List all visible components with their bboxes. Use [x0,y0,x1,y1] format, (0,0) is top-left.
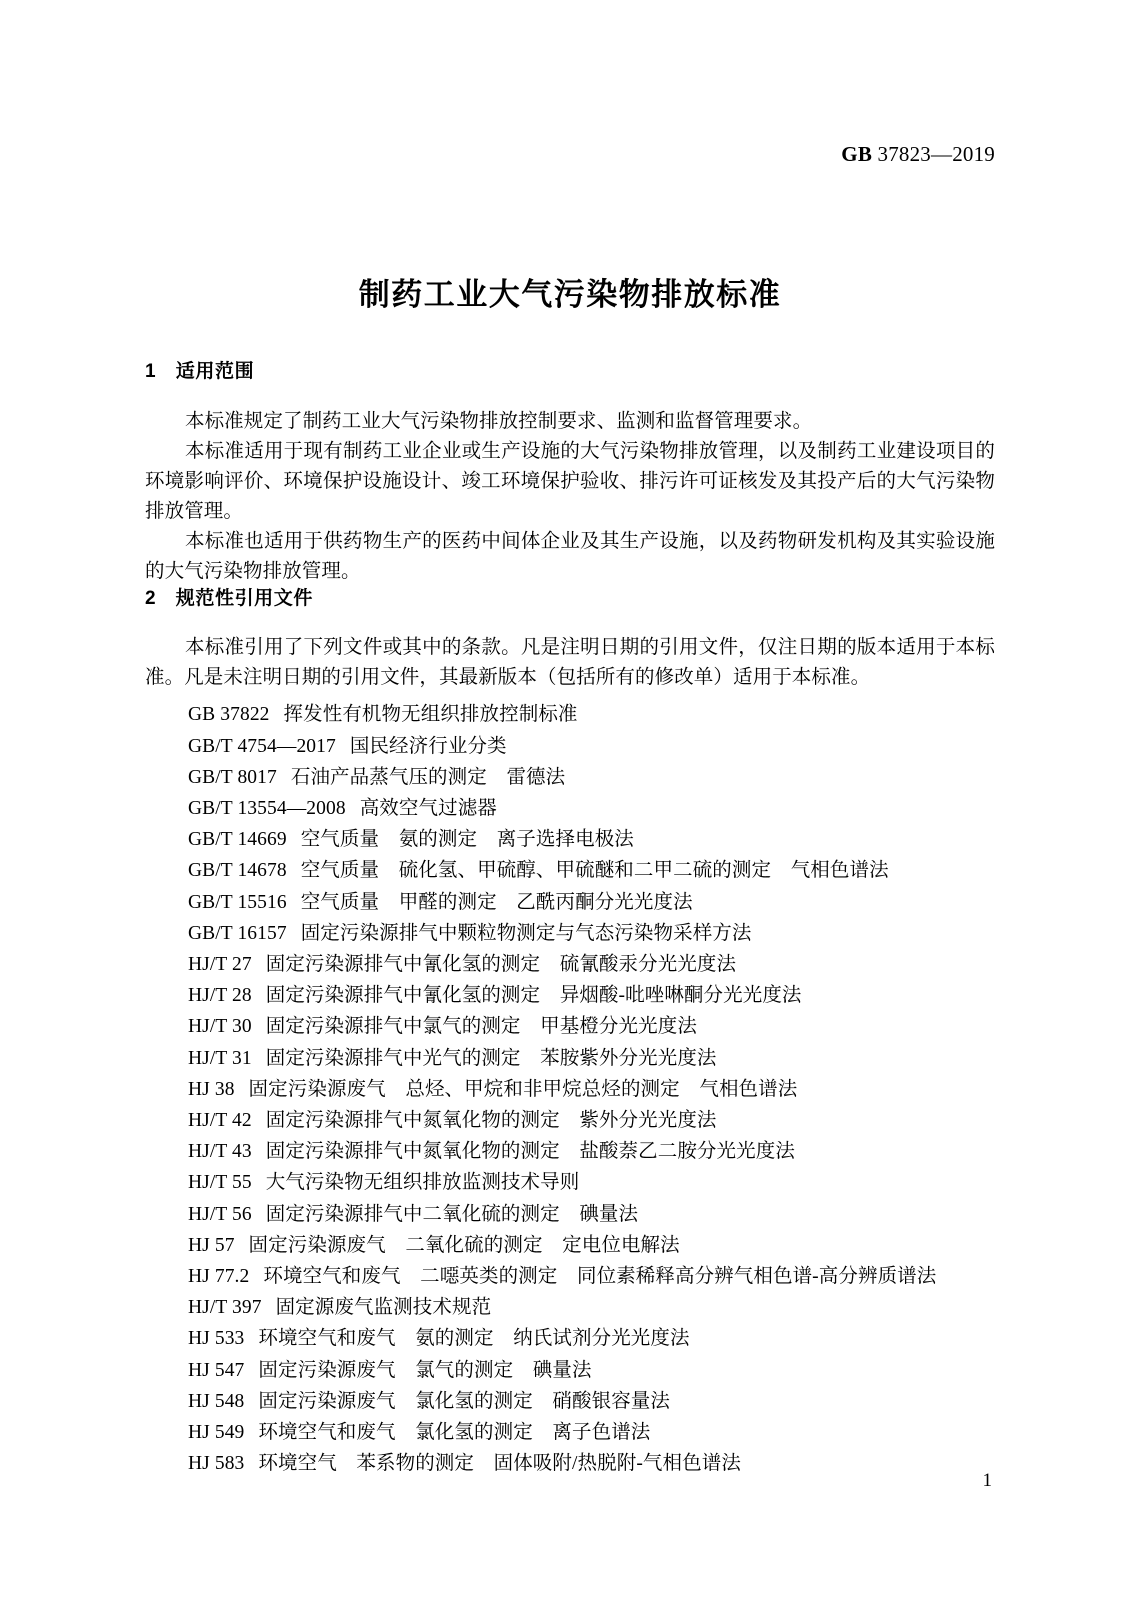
list-item [145,855,995,886]
reference-code: GB/T 15516 [188,891,287,913]
reference-title: 环境空气和废气 氨的测定 纳氏试剂分光光度法 [258,1328,690,1350]
reference-title: 大气污染物无组织排放监测技术导则 [265,1172,580,1194]
list-item [145,1074,995,1105]
list-item [145,1386,995,1417]
reference-title: 固定污染源排气中氰化氢的测定 硫氰酸汞分光光度法 [265,954,737,975]
reference-title: 挥发性有机物无组织排放控制标准 [283,704,578,726]
section-2-paragraphs [145,633,995,693]
reference-title: 石油产品蒸气压的测定 雷德法 [290,766,566,788]
section-heading-scope: 1 适用范围 [145,361,255,382]
reference-title: 固定污染源排气中氮氧化物的测定 紫外分光光度法 [265,1110,717,1132]
list-item [145,980,995,1011]
reference-code: HJ/T 27 [188,954,252,975]
reference-code: HJ 38 [188,1078,235,1100]
reference-code: HJ 57 [188,1234,235,1256]
reference-code: GB/T 14669 [188,829,287,851]
reference-code: HJ/T 42 [188,1110,252,1132]
list-item [145,1136,995,1167]
reference-code: HJ/T 397 [188,1297,262,1319]
reference-title: 固定污染源排气中颗粒物测定与气态污染物采样方法 [300,922,752,944]
page-number: 1 [982,1470,992,1491]
normative-reference-list [145,699,995,1479]
reference-code: HJ 533 [188,1328,245,1350]
reference-code: GB/T 4754—2017 [188,735,336,757]
list-item [145,1105,995,1136]
list-item [145,1323,995,1354]
reference-title: 高效空气过滤器 [359,797,497,819]
reference-title: 环境空气和废气 二噁英类的测定 同位素稀释高分辨气相色谱-高分辨质谱法 [263,1266,937,1288]
reference-title: 国民经济行业分类 [349,735,507,757]
reference-title: 环境空气和废气 氯化氢的测定 离子色谱法 [258,1422,651,1444]
reference-title: 固定污染源废气 总烃、甲烷和非甲烷总烃的测定 气相色谱法 [248,1078,798,1100]
reference-code: GB/T 8017 [188,766,277,788]
section-heading-normative-references: 2 规范性引用文件 [145,587,313,609]
reference-title: 固定污染源排气中氯气的测定 甲基橙分光光度法 [265,1016,697,1038]
list-item [145,1230,995,1261]
reference-code: HJ 549 [188,1422,245,1444]
reference-code: HJ/T 28 [188,985,252,1007]
paragraph: 本标准引用了下列文件或其中的条款。凡是注明日期的引用文件，仅注日期的版本适用于本标准。凡是未注明日期的引用文件，其最新版本（包括所有的修改单）适用于本标准。 [145,637,995,689]
reference-code: HJ 548 [188,1390,245,1412]
list-item [145,824,995,855]
reference-title: 固定污染源排气中光气的测定 苯胺紫外分光光度法 [265,1047,717,1069]
reference-title: 空气质量 甲醛的测定 乙酰丙酮分光光度法 [300,891,693,913]
reference-title: 固定污染源排气中氮氧化物的测定 盐酸萘乙二胺分光光度法 [265,1141,795,1163]
standard-number: 37823—2019 [872,142,995,166]
reference-code: HJ 583 [188,1453,245,1475]
list-item [145,699,995,730]
reference-title: 固定源废气监测技术规范 [275,1297,492,1319]
list-item [145,887,995,918]
list-item [145,1355,995,1386]
section-1-paragraphs [145,407,995,587]
reference-title: 空气质量 硫化氢、甲硫醇、甲硫醚和二甲二硫的测定 气相色谱法 [300,860,889,882]
reference-code: GB/T 14678 [188,860,287,882]
list-item [145,1011,995,1042]
reference-code: HJ 547 [188,1359,245,1381]
reference-code: HJ/T 30 [188,1016,252,1038]
list-item [145,762,995,793]
standard-prefix: GB [841,142,873,166]
page-header [145,142,995,167]
reference-title: 固定污染源排气中二氧化硫的测定 碘量法 [265,1203,639,1225]
reference-code: GB/T 16157 [188,922,287,944]
reference-title: 空气质量 氨的测定 离子选择电极法 [300,829,634,851]
paragraph: 本标准规定了制药工业大气污染物排放控制要求、监测和监督管理要求。 [184,410,813,432]
list-item [145,731,995,762]
paragraph: 本标准也适用于供药物生产的医药中间体企业及其生产设施，以及药物研发机构及其实验设施的大气污染物排放管理。 [145,530,995,582]
page-title: 制药工业大气污染物排放标准 [358,276,782,312]
list-item [145,1448,995,1479]
document-body [145,360,995,1479]
reference-code: HJ/T 43 [188,1141,252,1163]
paragraph: 本标准适用于现有制药工业企业或生产设施的大气污染物排放管理，以及制药工业建设项目的环境影响评价、环境保护设施设计、竣工环境保护验收、排污许可证核发及其投产后的大气污染物排放管理。 [145,440,995,522]
list-item [145,918,995,949]
list-item [145,1261,995,1292]
reference-code: HJ 77.2 [188,1266,250,1288]
list-item [145,793,995,824]
reference-code: HJ/T 55 [188,1172,252,1194]
list-item [145,1043,995,1074]
reference-code: HJ/T 56 [188,1203,252,1225]
reference-code: GB 37822 [188,704,270,726]
list-item [145,949,995,980]
list-item [145,1417,995,1448]
reference-title: 固定污染源排气中氰化氢的测定 异烟酸-吡唑啉酮分光光度法 [265,985,802,1007]
reference-title: 固定污染源废气 二氧化硫的测定 定电位电解法 [248,1234,680,1256]
reference-code: HJ/T 31 [188,1047,252,1069]
reference-code: GB/T 13554—2008 [188,797,346,819]
reference-title: 固定污染源废气 氯气的测定 碘量法 [258,1359,592,1381]
list-item [145,1292,995,1323]
list-item [145,1199,995,1230]
reference-title: 固定污染源废气 氯化氢的测定 硝酸银容量法 [258,1390,671,1412]
list-item [145,1167,995,1198]
reference-title: 环境空气 苯系物的测定 固体吸附/热脱附-气相色谱法 [258,1453,741,1475]
